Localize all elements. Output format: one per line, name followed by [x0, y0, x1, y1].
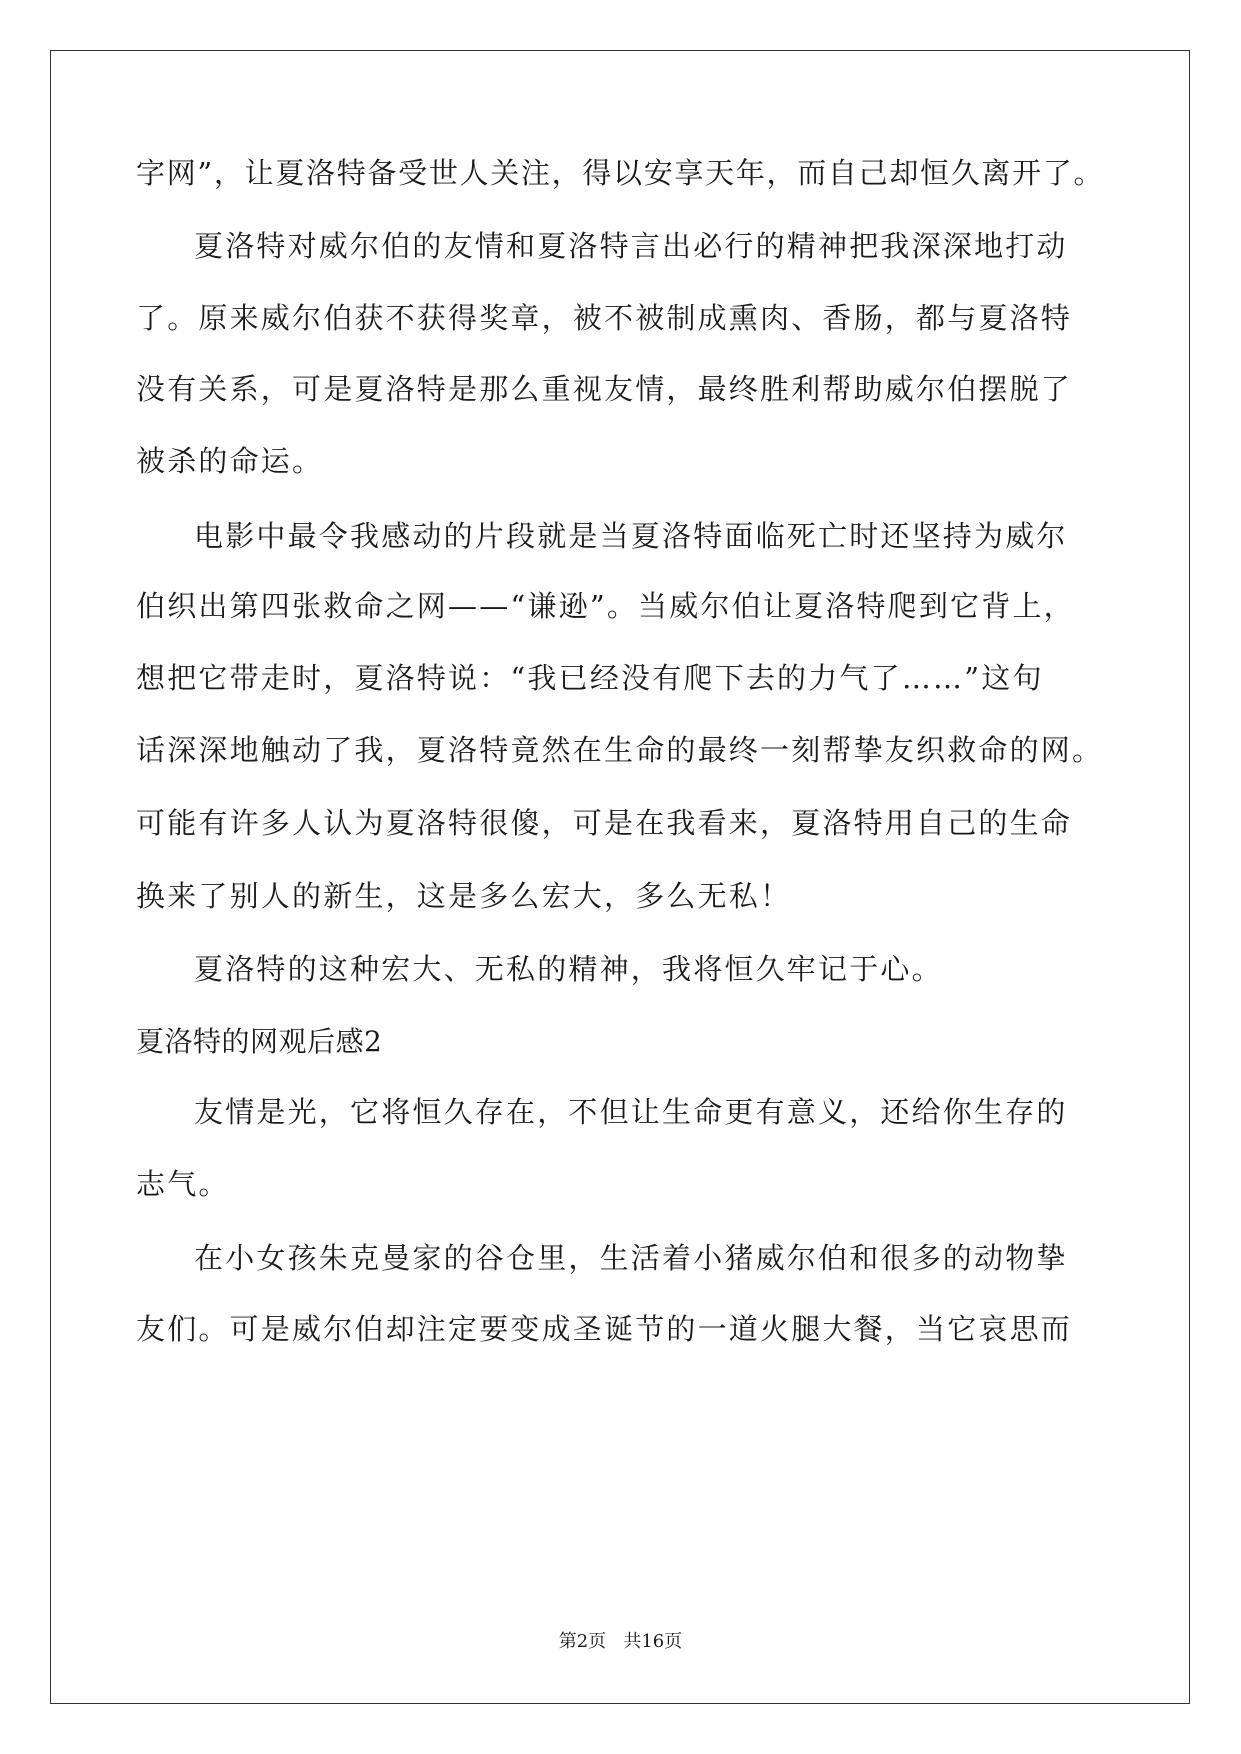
text-line: 可能有许多人认为夏洛特很傻，可是在我看来，夏洛特用自己的生命 — [136, 806, 1073, 840]
text-line: 换来了别人的新生，这是多么宏大，多么无私！ — [136, 879, 792, 913]
paragraph-first-line: 在小女孩朱克曼家的谷仓里，生活着小猪威尔伯和很多的动物挚 — [194, 1241, 1068, 1275]
paragraph-first-line: 友情是光，它将恒久存在，不但让生命更有意义，还给你生存的 — [194, 1095, 1068, 1129]
page-total: 共16页 — [623, 1631, 683, 1652]
text-line: 话深深地触动了我，夏洛特竟然在生命的最终一刻帮挚友织救命的网。 — [136, 733, 1104, 767]
text-line: 字网”，让夏洛特备受世人关注，得以安享天年，而自己却恒久离开了。 — [136, 156, 1105, 190]
text-line: 伯织出第四张救命之网——“谦逊”。当威尔伯让夏洛特爬到它背上， — [136, 589, 1075, 623]
page-number: 第2页 — [558, 1631, 607, 1652]
text-line: 了。原来威尔伯获不获得奖章，被不被制成熏肉、香肠，都与夏洛特 — [136, 301, 1073, 335]
text-line: 志气。 — [136, 1167, 230, 1201]
paragraph-first-line: 夏洛特的这种宏大、无私的精神，我将恒久牢记于心。 — [194, 952, 943, 986]
text-line: 想把它带走时，夏洛特说：“我已经没有爬下去的力气了……”这句 — [136, 661, 1044, 695]
page-footer — [0, 1630, 1241, 1654]
section-heading: 夏洛特的网观后感2 — [136, 1025, 383, 1058]
text-line: 没有关系，可是夏洛特是那么重视友情，最终胜利帮助威尔伯摆脱了 — [136, 372, 1073, 406]
text-line: 被杀的命运。 — [136, 444, 324, 478]
paragraph-first-line: 电影中最令我感动的片段就是当夏洛特面临死亡时还坚持为威尔 — [194, 519, 1068, 553]
paragraph-first-line: 夏洛特对威尔伯的友情和夏洛特言出必行的精神把我深深地打动 — [194, 229, 1068, 263]
text-line: 友们。可是威尔伯却注定要变成圣诞节的一道火腿大餐，当它哀思而 — [136, 1312, 1073, 1346]
